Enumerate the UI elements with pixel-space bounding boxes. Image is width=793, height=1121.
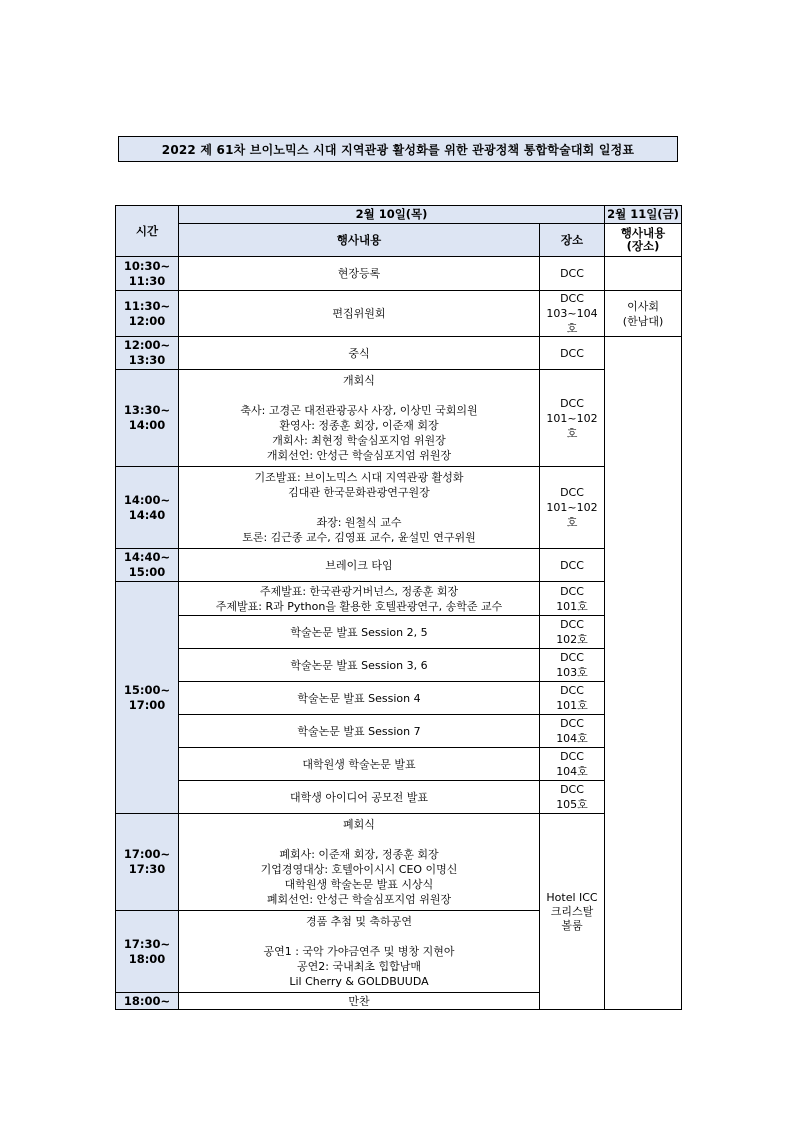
content-line: 토론: 김근종 교수, 김영표 교수, 윤설민 연구위원 — [242, 531, 476, 544]
time-cell: 15:00~ 17:00 — [116, 582, 179, 814]
content-line: 기업경영대상: 호텔아이시시 CEO 이명신 — [260, 863, 458, 876]
venue-cell: DCC 104호 — [540, 715, 605, 748]
time-cell: 12:00~ 13:30 — [116, 337, 179, 370]
time-cell: 13:30~ 14:00 — [116, 370, 179, 467]
time-cell: 14:00~ 14:40 — [116, 467, 179, 549]
content-line: 환영사: 정종훈 회장, 이준재 회장 — [279, 419, 439, 432]
content-cell: 대학생 아이디어 공모전 발표 — [179, 781, 540, 814]
table-row — [116, 748, 682, 781]
table-row — [116, 649, 682, 682]
venue-cell: DCC — [540, 257, 605, 291]
content-cell: 학술논문 발표 Session 3, 6 — [179, 649, 540, 682]
time-cell: 11:30~ 12:00 — [116, 291, 179, 337]
venue-cell: DCC 105호 — [540, 781, 605, 814]
day2-empty-cell — [605, 337, 682, 1010]
content-cell — [179, 467, 540, 549]
content-line: 공연2: 국내최초 힙합남매 — [297, 960, 421, 973]
content-cell — [179, 911, 540, 993]
time-cell: 18:00~ — [116, 993, 179, 1010]
time-cell: 17:00~ 17:30 — [116, 814, 179, 911]
content-cell: 학술논문 발표 Session 4 — [179, 682, 540, 715]
venue-cell: DCC 101호 — [540, 582, 605, 616]
table-row — [116, 291, 682, 337]
content-cell: 만찬 — [179, 993, 540, 1010]
venue-header: 장소 — [540, 224, 605, 257]
content-line: 좌장: 원철식 교수 — [316, 516, 402, 529]
table-row — [116, 582, 682, 616]
table-row — [116, 781, 682, 814]
table-row — [116, 467, 682, 549]
content-cell — [179, 370, 540, 467]
time-cell: 14:40~ 15:00 — [116, 549, 179, 582]
spacer — [181, 929, 537, 944]
content-line: 축사: 고경곤 대전관광공사 사장, 이상민 국회의원 — [240, 404, 478, 417]
content-header: 행사내용 — [179, 224, 540, 257]
content-line: 개회식 — [343, 374, 375, 387]
table-row — [116, 370, 682, 467]
venue-cell: DCC 101~102호 — [540, 467, 605, 549]
table-row — [116, 337, 682, 370]
spacer — [181, 388, 537, 403]
evening-venue-cell: Hotel ICC 크리스탈 볼룸 — [540, 814, 605, 1010]
table-row — [116, 715, 682, 748]
day2-cell: 이사회 (한남대) — [605, 291, 682, 337]
spacer — [181, 500, 537, 515]
content-cell: 편집위원회 — [179, 291, 540, 337]
content-line: 기조발표: 브이노믹스 시대 지역관광 활성화 — [254, 471, 464, 484]
content-line: 폐회식 — [343, 818, 375, 831]
content-line: 경품 추첨 및 축하공연 — [305, 915, 413, 928]
table-row — [116, 682, 682, 715]
content-cell — [179, 582, 540, 616]
table-row — [116, 549, 682, 582]
content-cell: 중식 — [179, 337, 540, 370]
content-cell: 현장등록 — [179, 257, 540, 291]
content-cell: 학술논문 발표 Session 7 — [179, 715, 540, 748]
content-line: 주제발표: R과 Python을 활용한 호텔관광연구, 송학준 교수 — [215, 599, 503, 613]
content-cell: 학술논문 발표 Session 2, 5 — [179, 616, 540, 649]
day2-content-header: 행사내용 (장소) — [605, 224, 682, 257]
day2-cell — [605, 257, 682, 291]
content-line: 개회사: 최현정 학술심포지엄 위원장 — [272, 434, 446, 447]
day2-header: 2월 11일(금) — [605, 206, 682, 224]
schedule-table — [115, 205, 682, 1010]
content-line: 주제발표: 한국관광거버넌스, 정종훈 회장 — [259, 584, 459, 598]
content-cell: 대학원생 학술논문 발표 — [179, 748, 540, 781]
page-title: 2022 제 61차 브이노믹스 시대 지역관광 활성화를 위한 관광정책 통합학술대회 일정표 — [118, 136, 678, 162]
content-line: Lil Cherry & GOLDBUUDA — [289, 975, 429, 988]
content-line: 폐회사: 이준재 회장, 정종훈 회장 — [279, 848, 439, 861]
content-line: 공연1 : 국악 가야금연주 및 병창 지현아 — [263, 945, 455, 958]
venue-cell: DCC 102호 — [540, 616, 605, 649]
venue-cell: DCC — [540, 337, 605, 370]
table-row — [116, 257, 682, 291]
venue-cell: DCC — [540, 549, 605, 582]
time-cell: 10:30~ 11:30 — [116, 257, 179, 291]
venue-cell: DCC 101호 — [540, 682, 605, 715]
content-line: 개회선언: 안성근 학술심포지엄 위원장 — [266, 449, 452, 462]
time-header: 시간 — [116, 206, 179, 257]
venue-cell: DCC 101~102호 — [540, 370, 605, 467]
content-cell: 브레이크 타임 — [179, 549, 540, 582]
table-row — [116, 814, 682, 911]
venue-cell: DCC 104호 — [540, 748, 605, 781]
content-line: 폐회선언: 안성근 학술심포지엄 위원장 — [266, 893, 452, 906]
spacer — [181, 832, 537, 847]
content-line: 대학원생 학술논문 발표 시상식 — [284, 878, 434, 891]
day1-header: 2월 10일(목) — [179, 206, 605, 224]
venue-cell: DCC 103~104호 — [540, 291, 605, 337]
content-line: 김대관 한국문화관광연구원장 — [288, 486, 430, 499]
content-cell — [179, 814, 540, 911]
venue-cell: DCC 103호 — [540, 649, 605, 682]
table-row — [116, 616, 682, 649]
time-cell: 17:30~ 18:00 — [116, 911, 179, 993]
